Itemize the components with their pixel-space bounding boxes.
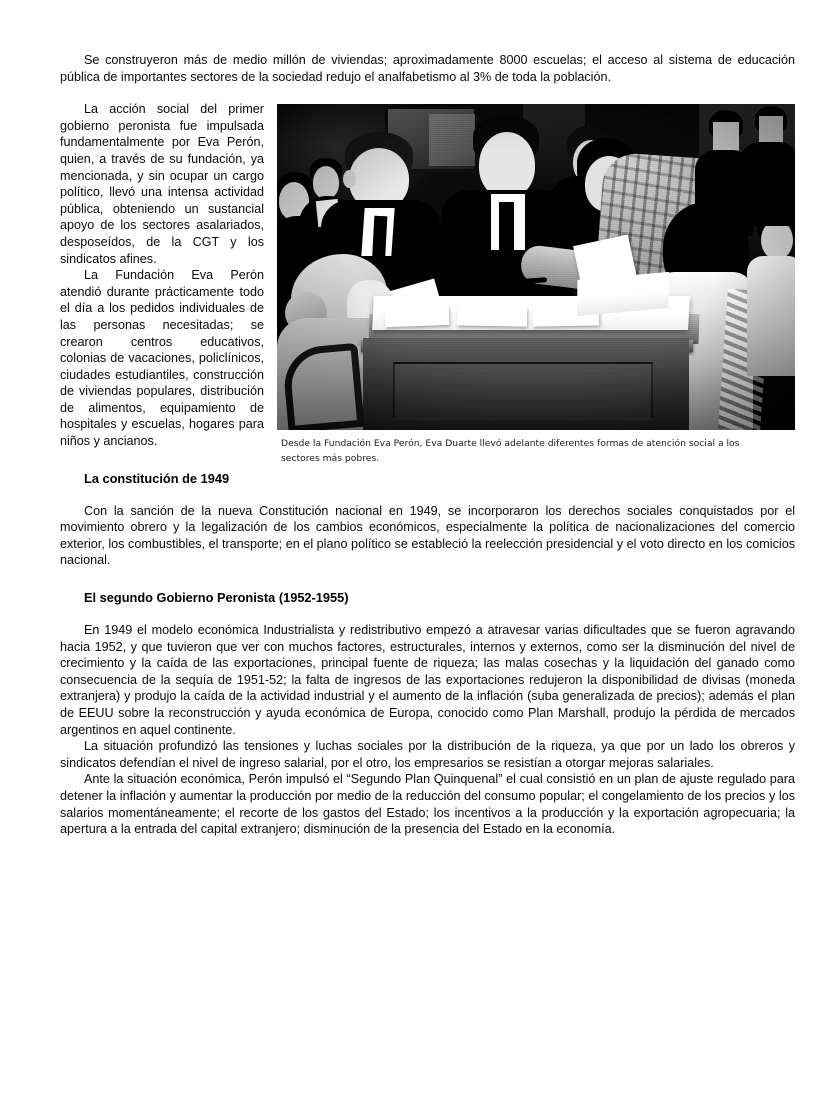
heading-constitucion-1949: La constitución de 1949 bbox=[84, 470, 230, 486]
photo-desk-panel bbox=[393, 362, 653, 420]
paragraph-housing-education: Se construyeron más de medio millón de viviendas; aproximadamente 8000 escuelas; el acceso al sistema de educación pública de importantes sectores de la sociedad redujo el analfabetismo al 3% de toda la población. bbox=[60, 53, 795, 84]
photo-desk-paper-1 bbox=[385, 305, 450, 327]
photo-man-2-head bbox=[479, 132, 535, 198]
photo-eva-peron-fundacion bbox=[277, 104, 795, 430]
heading-segundo-gobierno: El segundo Gobierno Peronista (1952-1955) bbox=[84, 590, 349, 606]
paragraph-constitucion: Con la sanción de la nueva Constitución nacional en 1949, se incorporaron los derechos sociales conquistados por el movimiento obrero y la legalización de los cambios económicos, especialmente la política de nacionalizaciones del comercio exterior, los combustibles, el transporte; en el plano político se estableció la reelección presidencial y el voto directo en los comicios nacional. bbox=[60, 503, 795, 568]
photo-wall-frame-inner bbox=[429, 114, 475, 166]
spacer bbox=[60, 487, 795, 503]
paragraph-modelo-economico: En 1949 el modelo económica Industrialista y redistributivo empezó a atravesar varias dificultades que se fueron agravando hacia 1952, y que tuvieron que ver con muchos factores, estructurales, internos y externos, como ser la disminución del nivel de crecimiento y la caída de las exportaciones, principal fuente de riqueza; las malas cosechas y la liquidación del ganado como consecuencia de la sequía de 1951-52; la falta de ingresos de las exportaciones redujeron la disponibilidad de divisas (moneda extranjera) y produjo la caída de la actividad industrial y el aumento de la inflación (suba generalizada de precios); además el plan de EEUU sobre la reconstrucción y ayuda económica de Europa, conocido como Plan Marshall, produjo la pérdida de mercados argentinos en aquel continente. bbox=[60, 623, 795, 737]
photo-desk-paper-2 bbox=[457, 306, 527, 327]
photo-crowd-person-2-head bbox=[313, 166, 339, 199]
spacer bbox=[60, 85, 795, 101]
paragraph-fundacion-eva-peron: La Fundación Eva Perón atendió durante prácticamente todo el día a los pedidos individuales de las personas necesitadas; se crearon centros educativos, colonias de vacaciones, policlínicos, ciudades estudiantiles, construcción de viviendas populares, distribución de alimentos, equipamiento de hospitales y escuelas, hogares para niños y ancianos. bbox=[60, 268, 264, 449]
photo-rear-person-2-suit bbox=[741, 142, 795, 226]
spacer bbox=[60, 569, 795, 589]
paragraph-plan-quinquenal: Ante la situación económica, Perón impulsó el “Segundo Plan Quinquenal” el cual consistió en un plan de ajuste regulado para detener la inflación y aumentar la producción por medio de la reducción del consumo popular; el congelamiento de los precios y los salarios momentáneamente; el recorte de los gastos del Estado; los incentivos a la producción y la exportación agropecuaria; la apertura a la entrada del capital extranjero; disminución de la presencia del Estado en la economía. bbox=[60, 772, 795, 837]
spacer bbox=[60, 606, 795, 622]
photo-man-1-tie bbox=[372, 216, 388, 269]
photo-man-2-tie bbox=[499, 202, 514, 280]
photo-child-body bbox=[747, 256, 795, 376]
paragraph-accion-social: La acción social del primer gobierno peronista fue impulsada fundamentalmente por Eva Perón, quien, a través de su fundación, ya mencionada, y sin ocupar un cargo político, llevó una intensa actividad pública, obteniendo un sustancial apoyo de los sectores asalariados, desposeídos, de la CGT y los sindicatos afines. bbox=[60, 102, 264, 266]
paragraph-tensiones-sociales: La situación profundizó las tensiones y luchas sociales por la distribución de la riqueza, ya que por un lado los obreros y sindicatos defendían el nivel de ingreso salarial, por el otro, los empresarios se resistían a otorgar mejoras salariales. bbox=[60, 739, 795, 770]
figure-eva-peron bbox=[277, 104, 795, 466]
photo-child-head bbox=[761, 220, 793, 260]
figure-caption: Desde la Fundación Eva Perón, Eva Duarte llevó adelante diferentes formas de atención social a los sectores más pobres. bbox=[281, 438, 740, 464]
